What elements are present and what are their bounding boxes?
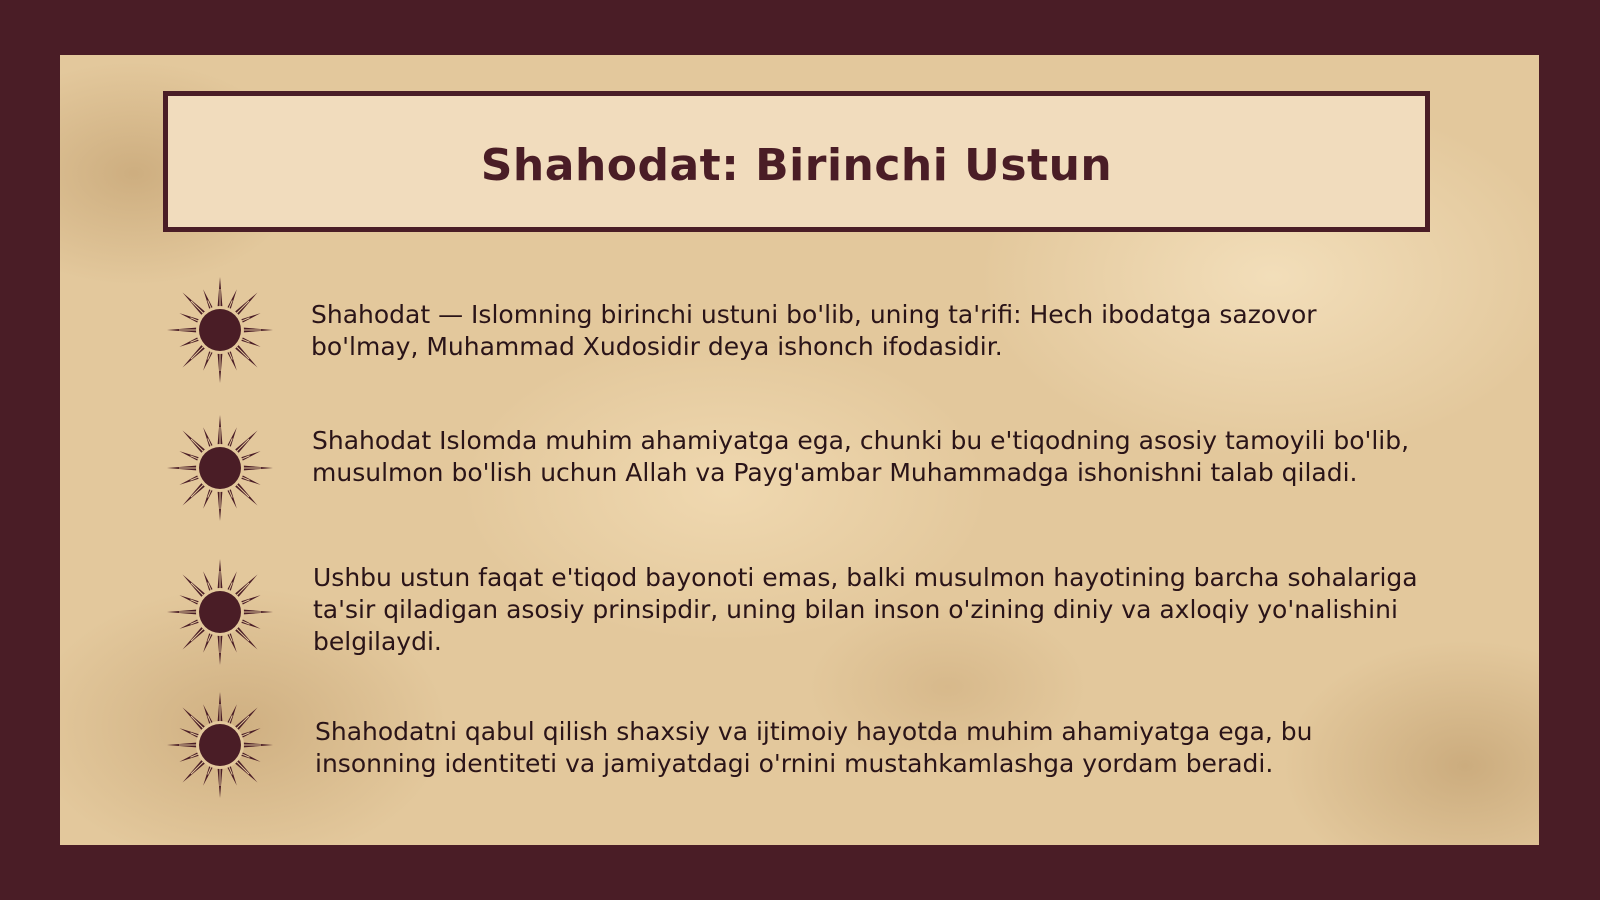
- sunburst-core: [199, 447, 241, 489]
- bullet-text: Shahodat Islomda muhim ahamiyatga ega, chunki bu e'tiqodning asosiy tamoyili bo'lib, musulmon bo'lish uchun Allah va Payg'ambar Muhammadga ishonishni talab qiladi.: [312, 426, 1410, 487]
- title-box: [163, 91, 1430, 232]
- sunburst-ray-detail: [191, 347, 203, 359]
- sunburst-ray-detail: [237, 485, 249, 497]
- sunburst-ray-detail: [191, 716, 203, 728]
- sunburst-core: [199, 591, 241, 633]
- sunburst-ray-detail: [237, 716, 249, 728]
- sunburst-icon: [165, 275, 275, 385]
- sunburst-ray-detail: [191, 762, 203, 774]
- sunburst-core: [199, 309, 241, 351]
- bullet-text: Shahodatni qabul qilish shaxsiy va ijtimoiy hayotda muhim ahamiyatga ega, bu insonning identiteti va jamiyatdagi o'rnini mustahkamlashga yordam beradi.: [315, 717, 1313, 778]
- sunburst-ray-detail: [237, 301, 249, 313]
- sunburst-ray-detail: [237, 347, 249, 359]
- sunburst-ray-detail: [191, 629, 203, 641]
- sunburst-core: [199, 724, 241, 766]
- sunburst-ray-detail: [191, 583, 203, 595]
- sunburst-ray-detail: [237, 583, 249, 595]
- sunburst-ray-detail: [237, 439, 249, 451]
- bullet-text: Shahodat — Islomning birinchi ustuni bo'lib, uning ta'rifi: Hech ibodatga sazovor bo'lmay, Muhammad Xudosidir deya ishonch ifodasidir.: [311, 300, 1317, 361]
- sunburst-ray-detail: [191, 485, 203, 497]
- sunburst-icon: [165, 690, 275, 800]
- sunburst-ray-detail: [237, 629, 249, 641]
- bullet-text: Ushbu ustun faqat e'tiqod bayonoti emas, balki musulmon hayotining barcha sohalariga ta'sir qiladigan asosiy prinsipdir, uning bilan inson o'zining diniy va axloqiy yo'nalishini belgilaydi.: [313, 563, 1418, 656]
- sunburst-ray-detail: [237, 762, 249, 774]
- sunburst-ray-detail: [191, 439, 203, 451]
- sunburst-ray-detail: [191, 301, 203, 313]
- sunburst-icon: [165, 557, 275, 667]
- slide-title: Shahodat: Birinchi Ustun: [480, 140, 1113, 191]
- sunburst-icon: [165, 413, 275, 523]
